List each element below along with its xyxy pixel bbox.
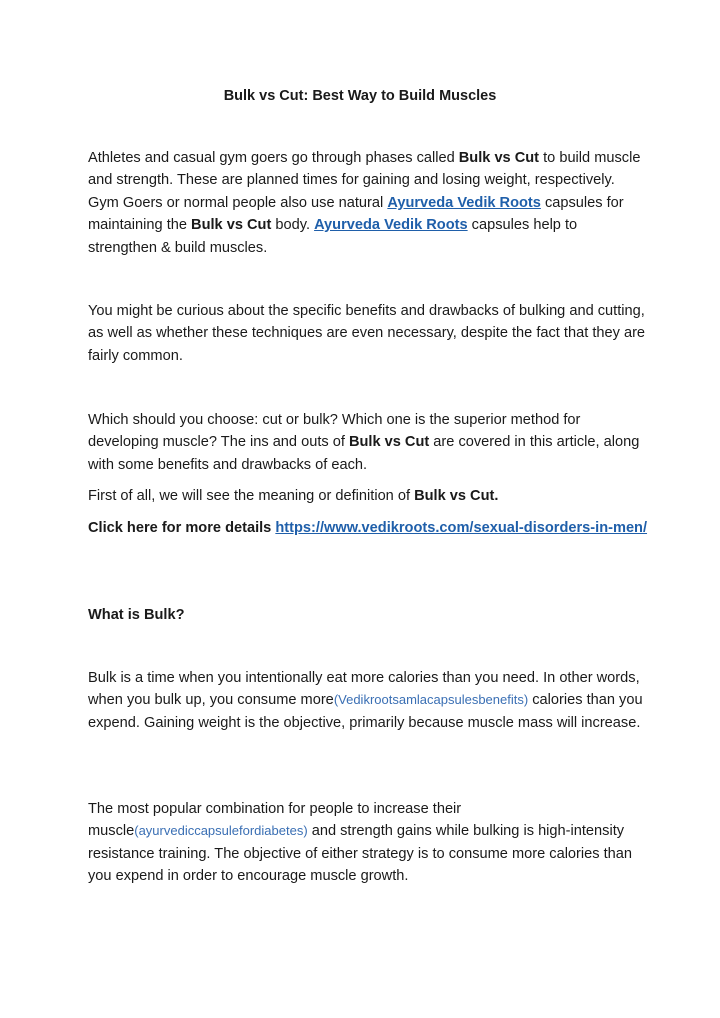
more-details-paragraph (88, 517, 648, 539)
document-title: Bulk vs Cut: Best Way to Build Muscles (223, 88, 497, 104)
text-run: The most popular combination for people to increase their muscle (88, 801, 462, 840)
text-run: First of all, we will see the meaning or definition of (88, 488, 415, 504)
intro-paragraph (88, 147, 648, 259)
bold-term: Bulk vs Cut (191, 217, 272, 234)
text-run: capsules help to strengthen & build muscles. (88, 217, 578, 256)
bold-term: Bulk vs Cut. (414, 488, 499, 504)
text-run: Which should you choose: cut or bulk? Which one is the superior method for developing muscle? The ins and outs of (88, 412, 581, 451)
amla-capsules-link[interactable]: (Vedikrootsamlacapsulesbenefits) (333, 692, 529, 708)
ayurveda-vedik-roots-link[interactable]: Ayurveda Vedik Roots (387, 194, 541, 211)
text-run: calories than you expend. Gaining weight is the objective, primarily because muscle mass will increase. (88, 692, 643, 731)
combination-paragraph (88, 798, 648, 888)
text-run: to build muscle and strength. These are planned times for gaining and losing weight, respectively. Gym Goers or normal people also use natural (88, 150, 641, 211)
text-run: and strength gains while bulking is high-intensity resistance training. The objective of either strategy is to consume more calories than you expend in order to encourage muscle growth. (88, 823, 633, 885)
more-details-label: Click here for more details (88, 520, 276, 536)
bold-term: Bulk vs Cut (458, 150, 540, 166)
text-run: Athletes and casual gym goers go through phases called (88, 150, 459, 166)
diabetes-capsule-link[interactable]: (ayurvediccapsulefordiabetes) (134, 823, 308, 839)
text-run: capsules for maintaining the (88, 194, 624, 234)
choose-paragraph (88, 409, 648, 476)
benefits-paragraph: You might be curious about the specific benefits and drawbacks of bulking and cutting, as well as whether these techniques are even necessary, despite the fact that they are fairly common. (88, 303, 646, 364)
text-run: Bulk is a time when you intentionally eat more calories than you need. In other words, when you bulk up, you consume more (88, 670, 640, 709)
vedikroots-url-link[interactable]: https://www.vedikroots.com/sexual-disorders-in-men/ (275, 520, 648, 536)
bulk-definition-paragraph (88, 667, 648, 734)
text-run: body. (271, 217, 315, 234)
what-is-bulk-heading: What is Bulk? (88, 607, 185, 623)
text-run: are covered in this article, along with some benefits and drawbacks of each. (88, 434, 640, 473)
definition-paragraph (88, 485, 648, 507)
ayurveda-vedik-roots-link-2[interactable]: Ayurveda Vedik Roots (314, 217, 468, 234)
bold-term: Bulk vs Cut (348, 434, 430, 451)
